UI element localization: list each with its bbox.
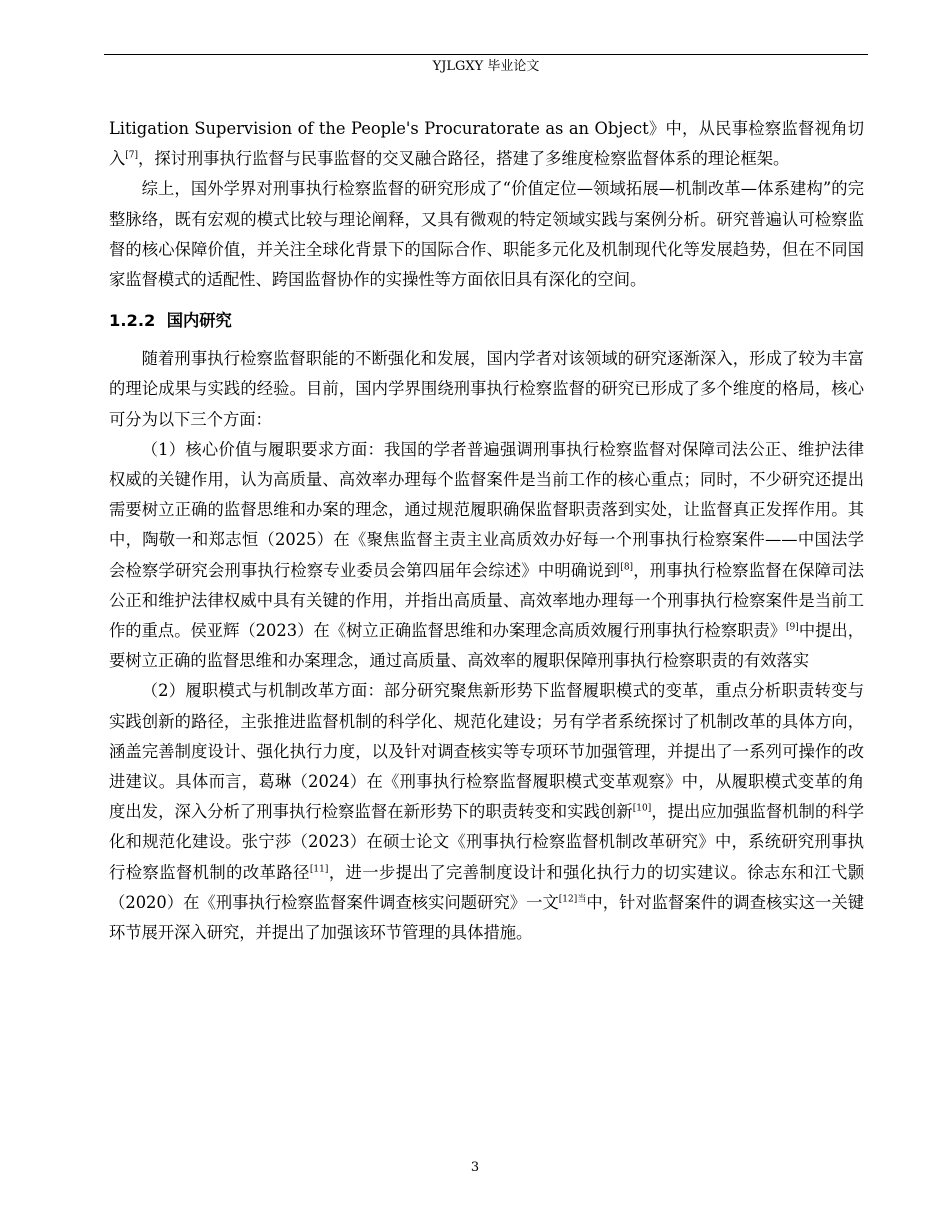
section-number: 1.2.2 — [109, 311, 156, 331]
text-run: ，刑事执行检察监督在保障司法公正和维护法律权威中具有关键的作用，并指出高质量、高效率地办理每一个刑事执行检察案件是当前工作的重点。侯亚辉（2023）在《树立正确监督思维和办案理念高质效履行刑事执行检察职责》 — [109, 560, 864, 641]
text-run: 中提出，要树立正确的监督思维和办案理念，通过高质量、高效率的履职保障刑事执行检察职责的有效落实 — [109, 621, 864, 671]
page-number: 3 — [470, 1160, 480, 1175]
text-run: ，探讨刑事执行监督与民事监督的交叉融合路径，搭建了多维度检察监督体系的理论框架。 — [138, 149, 790, 169]
paragraph-point-1 — [109, 435, 864, 677]
citation-ref: [7] — [125, 150, 139, 161]
text-run: ，提出应加强监督机制的科学化和规范化建设。张宁莎（2023）在硕士论文《刑事执行检察监督机制改革研究》中，系统研究刑事执行检察监督机制的改革路径 — [109, 802, 864, 882]
citation-ref: [12]当 — [558, 894, 587, 905]
paragraph-intro: 随着刑事执行检察监督职能的不断强化和发展，国内学者对该领域的研究逐渐深入，形成了较为丰富的理论成果与实践的经验。目前，国内学界围绕刑事执行检察监督的研究已形成了多个维度的格局，核心可分为以下三个方面： — [109, 349, 864, 429]
citation-ref: [10] — [632, 803, 652, 814]
paragraph-point-2 — [109, 676, 864, 948]
citation-ref: [9] — [786, 622, 799, 633]
citation-ref: [11] — [309, 864, 329, 875]
text-run: 中，针对监督案件的调查核实这一关键环节展开深入研究，并提出了加强该环节管理的具体措施。 — [109, 892, 864, 943]
section-title: 国内研究 — [166, 311, 232, 331]
page-body — [109, 114, 864, 948]
text-run: （2）履职模式与机制改革方面：部分研究聚焦新形势下监督履职模式的变革，重点分析职责转变与实践创新的路径，主张推进监督机制的科学化、规范化建设；另有学者系统探讨了机制改革的具体方向，涵盖完善制度设计、强化执行力度，以及针对调查核实等专项环节加强管理，并提出了一系列可操作的改进建议。具体而言，葛琳（2024）在《刑事执行检察监督履职模式变革观察》中，从履职模式变革的角度出发，深入分析了刑事执行检察监督在新形势下的职责转变和实践创新 — [109, 681, 864, 822]
header-rule — [104, 54, 868, 55]
text-run: Litigation Supervision of the People's Procuratorate as an Object》中，从民事检察监督视角切入 — [109, 119, 864, 169]
page-header-title: YJLGXY 毕业论文 — [432, 59, 540, 74]
text-run: （1）核心价值与履职要求方面：我国的学者普遍强调刑事执行检察监督对保障司法公正、维护法律权威的关键作用，认为高质量、高效率办理每个监督案件是当前工作的核心重点；同时，不少研究还提出需要树立正确的监督思维和办案的理念，通过规范履职确保监督职责落到实处，让监督真正发挥作用。其中，陶敬一和郑志恒（2025）在《聚焦监督主责主业高质效办好每一个刑事执行检察案件——中国法学会检察学研究会刑事执行检察专业委员会第四届年会综述》中明确说到 — [109, 439, 864, 580]
section-heading — [109, 306, 864, 336]
text-run: ，进一步提出了完善制度设计和强化执行力的切实建议。徐志东和江弋颢（2020）在《刑事执行检察监督案件调查核实问题研究》一文 — [109, 862, 864, 912]
citation-ref: [8] — [620, 562, 634, 573]
paragraph-continuation — [109, 114, 864, 174]
paragraph-summary: 综上，国外学界对刑事执行检察监督的研究形成了“价值定位—领域拓展—机制改革—体系建构”的完整脉络，既有宏观的模式比较与理论阐释，又具有微观的特定领域实践与案例分析。研究普遍认可检察监督的核心保障价值，并关注全球化背景下的国际合作、职能多元化及机制现代化等发展趋势，但在不同国家监督模式的适配性、跨国监督协作的实操性等方面依旧具有深化的空间。 — [109, 179, 864, 290]
